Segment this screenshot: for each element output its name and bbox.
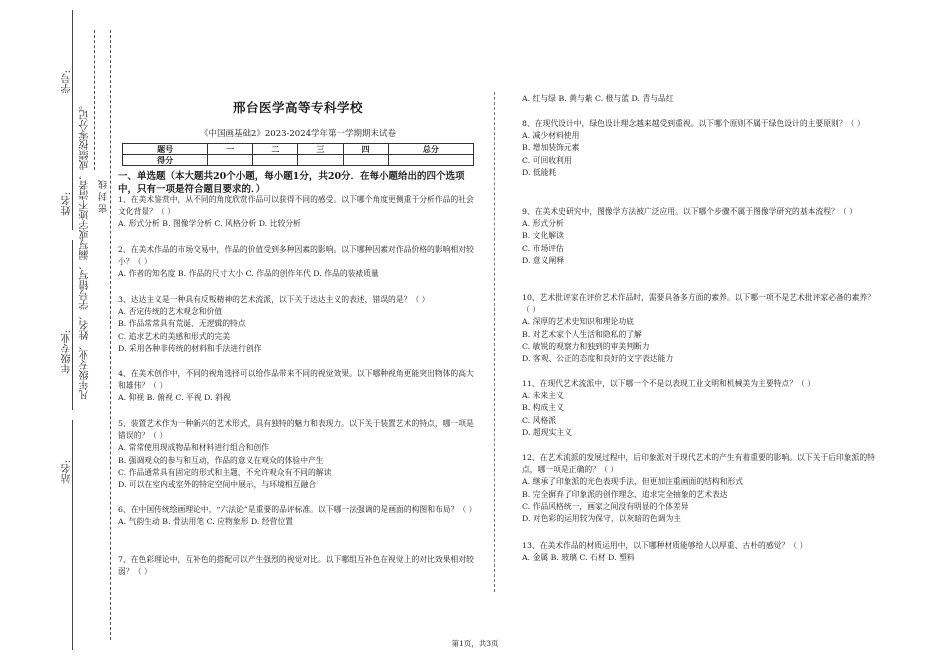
- question-stem: 6、在中国传统绘画理论中，“六法论”是重要的品评标准。以下哪一法强调的是画面的构图和布局？（ ）: [118, 505, 477, 514]
- question-option-b: B. 完全摒弃了印象派的创作理念，追求完全抽象的艺术表达: [522, 489, 728, 499]
- question-stem: 10、艺术批评家在评价艺术作品时，需要具备多方面的素养。以下哪一项不是艺术批评家必备的素养？（ ）: [522, 293, 875, 315]
- name-label: 姓名:: [62, 192, 73, 216]
- score-cell[interactable]: [298, 155, 343, 166]
- question-4: [118, 368, 474, 405]
- question-option-a: A. 继承了印象派的光色表现手法，但更加注重画面的结构和形式: [522, 477, 744, 487]
- question-option-b: B. 构成主义: [522, 403, 564, 413]
- question-option-d: D. 超现实主义: [522, 427, 572, 437]
- question-option-a: A. 减少材料使用: [522, 131, 580, 141]
- question-13: [522, 540, 877, 564]
- score-header-cell: 四: [343, 144, 388, 155]
- question-option-c: C. 作品通常具有固定的形式和主题，不允许观众有不同的解读: [118, 467, 332, 477]
- question-option-c: C. 风格派: [522, 415, 557, 425]
- question-option-b: B. 对艺术家个人生活和隐私的了解: [522, 329, 642, 339]
- question-stem: 5、装置艺术作为一种新兴的艺术形式，具有独特的魅力和表现力。以下关于装置艺术的特点，哪一项是错误的？（ ）: [118, 419, 474, 441]
- question-8: [522, 118, 877, 179]
- score-table-header-row: [123, 144, 474, 155]
- question-option-b: B. 作品常常具有荒诞、无逻辑的特点: [118, 319, 246, 329]
- question-option-d: D. 客观、公正的态度和良好的文字表达能力: [522, 354, 674, 364]
- question-stem: 1、在美术鉴赏中，从不同的角度欣赏作品可以获得不同的感受。以下哪个角度更侧重于分析作品的社会文化背景？（ ）: [118, 195, 474, 217]
- question-options: A. 红与绿 B. 黄与紫 C. 橙与蓝 D. 青与品红: [522, 94, 674, 103]
- score-cell[interactable]: [343, 155, 388, 166]
- question-stem: 11、在现代艺术流派中，以下哪一个不是以表现工业文明和机械美为主要特点？（ ）: [522, 379, 816, 388]
- school-title: 邢台医学高等专科学校: [232, 100, 363, 115]
- question-11: [522, 378, 877, 439]
- question-option-d: D. 对色彩的运用较为保守，以灰暗的色调为主: [522, 514, 682, 524]
- score-header-cell: 三: [298, 144, 343, 155]
- question-12: [522, 452, 877, 525]
- section-heading: 一、单选题（本大题共20个小题，每小题1分，共20分．在每小题给出的四个选项中，只有一项是符合题目要求的．）: [118, 171, 465, 195]
- score-header-cell: 题号: [123, 144, 208, 155]
- question-stem: 7、在色彩理论中，互补色的搭配可以产生强烈的视觉对比。以下哪组互补色在视觉上的对比效果相对较弱？（ ）: [118, 555, 474, 577]
- question-options: A. 仰视 B. 俯视 C. 平视 D. 斜视: [118, 393, 231, 403]
- score-cell[interactable]: [208, 155, 253, 166]
- question-option-b: B. 增加装饰元素: [522, 143, 580, 153]
- question-option-b: B. 强调观众的参与和互动，作品的意义在观众的体验中产生: [118, 455, 324, 465]
- student-id-line: [94, 30, 95, 170]
- binding-strip: [0, 0, 110, 672]
- question-option-a: A. 形式分析: [522, 219, 564, 229]
- question-stem: 13、在美术作品的材质运用中，以下哪种材质能够给人以厚重、古朴的感觉？（ ）: [522, 541, 808, 550]
- seal-line-label: 密 封 线: [99, 180, 109, 213]
- question-option-d: D. 意义阐释: [522, 255, 565, 265]
- question-option-c: C. 追求艺术的美感和形式的完美: [118, 331, 231, 341]
- question-stem: 3、达达主义是一种具有反叛精神的艺术流派，以下关于达达主义的表述，错误的是？（ ）: [118, 295, 430, 304]
- question-option-c: C. 可回收利用: [522, 155, 572, 165]
- school-underline: [72, 420, 73, 650]
- question-stem: 12、在艺术流派的发展过程中，后印象派对于现代艺术的产生有着重要的影响。以下关于后印象派的特点，哪一项是正确的？（ ）: [522, 453, 875, 475]
- question-7-options: [522, 93, 877, 105]
- name-underline: [72, 10, 73, 230]
- question-option-d: D. 采用各种非传统的材料和手法进行创作: [118, 343, 262, 353]
- score-header-cell: 二: [253, 144, 298, 155]
- question-stem: 2、在美术作品的市场交易中，作品的价值受到多种因素的影响。以下哪种因素对作品价格的影响相对较小？（ ）: [118, 245, 474, 267]
- question-option-a: A. 常常使用现成物品和材料进行组合和创作: [118, 443, 269, 453]
- score-header-cell: 一: [208, 144, 253, 155]
- question-9: [522, 206, 877, 267]
- question-stem: 8、在现代设计中，绿色设计理念越来越受到重视。以下哪个原则不属于绿色设计的主要原则？（ ）: [522, 119, 865, 128]
- question-option-a: A. 否定传统的艺术观念和价值: [118, 307, 223, 317]
- question-options: A. 形式分析 B. 图像学分析 C. 风格分析 D. 比较分析: [118, 219, 301, 229]
- score-table: [122, 143, 474, 166]
- question-5: [118, 418, 474, 491]
- student-id-label: 学号:: [62, 70, 73, 94]
- binding-notice: 凡年级专业、姓名、学号错写、漏写或字迹不清者，成绩按零分记。: [80, 100, 91, 400]
- question-option-a: A. 未来主义: [522, 391, 564, 401]
- question-2: [118, 244, 474, 281]
- question-options: A. 金属 B. 玻璃 C. 石材 D. 塑料: [522, 553, 635, 563]
- score-header-cell: 总分: [388, 144, 473, 155]
- question-option-c: C. 敏锐的观察力和独到的审美判断力: [522, 341, 650, 351]
- question-option-b: B. 文化解读: [522, 231, 564, 241]
- grade-major-underline: [72, 240, 73, 410]
- school-label: 站名:: [62, 460, 73, 484]
- score-cell[interactable]: [388, 155, 473, 166]
- exam-title: 《中国画基础2》2023-2024学年第一学期期末试卷: [199, 129, 397, 139]
- question-option-a: A. 深厚的艺术史知识和理论功底: [522, 317, 634, 327]
- question-option-d: D. 低能耗: [522, 167, 557, 177]
- page-footer: 第1页，共3页: [451, 639, 499, 648]
- column-divider: [494, 92, 495, 592]
- question-3: [118, 294, 474, 355]
- question-options: A. 气韵生动 B. 骨法用笔 C. 应物象形 D. 经营位置: [118, 517, 294, 527]
- score-cell[interactable]: [253, 155, 298, 166]
- score-row-label: 得分: [123, 155, 208, 166]
- question-7: [118, 554, 474, 578]
- score-table-score-row: [123, 155, 474, 166]
- question-stem: 4、在美术创作中，不同的视角选择可以给作品带来不同的视觉效果。以下哪种视角更能突出物体的高大和雄伟？（ ）: [118, 369, 474, 391]
- seal-dashed-line: [110, 30, 111, 640]
- question-options: A. 作者的知名度 B. 作品的尺寸大小 C. 作品的创作年代 D. 作品的装裱质量: [118, 269, 379, 279]
- grade-major-label: 年级专业:: [62, 330, 73, 374]
- question-stem: 9、在美术史研究中，图像学方法被广泛应用。以下哪个步骤不属于图像学研究的基本流程？（ ）: [522, 207, 857, 216]
- question-option-c: C. 市场评估: [522, 243, 564, 253]
- question-1: [118, 194, 474, 231]
- question-option-c: C. 作品风格统一，画家之间没有明显的个体差异: [522, 501, 689, 511]
- question-6: [118, 504, 477, 528]
- question-option-d: D. 可以在室内或室外的特定空间中展示，与环境相互融合: [118, 480, 317, 490]
- question-10: [522, 292, 877, 365]
